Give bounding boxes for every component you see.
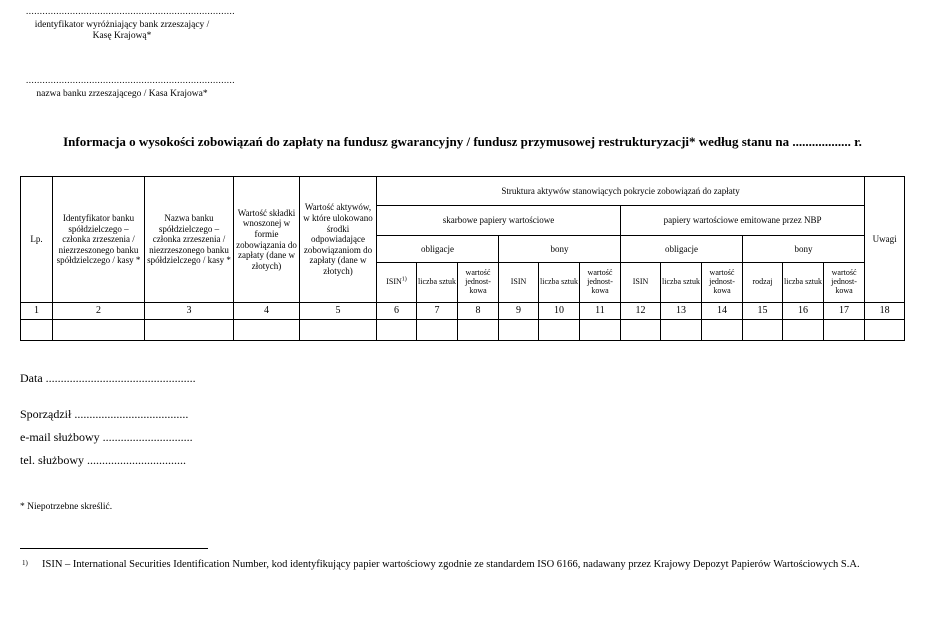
- subgroup-obligacje-skarbowe: obligacje: [377, 236, 499, 263]
- tel-field: [20, 453, 186, 468]
- col-number: 12: [621, 303, 661, 320]
- table-cell[interactable]: [234, 320, 300, 341]
- subgroup-bony-skarbowe: bony: [499, 236, 621, 263]
- col-number: 15: [743, 303, 783, 320]
- footnote-text: ISIN – International Securities Identification Number, kod identyfikujący papier wartościowy zgodnie ze standardem ISO 6166, nadawany przez Krajowy Depozyt Papierów Wartościowych S.A.: [42, 559, 860, 570]
- table-cell[interactable]: [145, 320, 234, 341]
- bank-name-caption: nazwa banku zrzeszającego / Kasa Krajowa*: [36, 89, 208, 99]
- col-wartosc-jednostkowa-8: wartość jednost-kowa: [458, 263, 499, 303]
- group-header-nbp: papiery wartościowe emitowane przez NBP: [621, 206, 865, 236]
- col-wartosc-jednostkowa-14: wartość jednost-kowa: [702, 263, 743, 303]
- tel-label: tel. służbowy: [20, 453, 84, 467]
- col-isin-9: ISIN: [499, 263, 539, 303]
- sporzadzil-field: [20, 407, 188, 422]
- col-rodzaj-15: rodzaj: [743, 263, 783, 303]
- sporzadzil-label: Sporządził: [20, 407, 72, 421]
- table-cell[interactable]: [300, 320, 377, 341]
- table-cell[interactable]: [458, 320, 499, 341]
- strike-out-note: * Niepotrzebne skreślić.: [20, 502, 113, 512]
- table-cell[interactable]: [743, 320, 783, 341]
- col-number: 14: [702, 303, 743, 320]
- col-number: 11: [580, 303, 621, 320]
- col-isin-12: ISIN: [621, 263, 661, 303]
- col-liczba-sztuk-16: liczba sztuk: [783, 263, 824, 303]
- col-liczba-sztuk-10: liczba sztuk: [539, 263, 580, 303]
- bank-id-dotted-line[interactable]: ............................................................................: [26, 6, 235, 16]
- col-header-wartosc-skladki: Wartość składki wnoszonej w formie zobowiązania do zapłaty (dane w złotych): [234, 177, 300, 303]
- table-cell[interactable]: [661, 320, 702, 341]
- table-cell[interactable]: [783, 320, 824, 341]
- col-number: 2: [53, 303, 145, 320]
- col-number: 8: [458, 303, 499, 320]
- table-cell[interactable]: [377, 320, 417, 341]
- col-number: 17: [824, 303, 865, 320]
- col-isin-6: [377, 263, 417, 303]
- col-wartosc-jednostkowa-11: wartość jednost-kowa: [580, 263, 621, 303]
- col-number: 16: [783, 303, 824, 320]
- col-number: 7: [417, 303, 458, 320]
- table-cell[interactable]: [824, 320, 865, 341]
- col-number: 5: [300, 303, 377, 320]
- table-cell[interactable]: [21, 320, 53, 341]
- email-label: e-mail służbowy: [20, 430, 100, 444]
- table-cell[interactable]: [539, 320, 580, 341]
- col-header-wartosc-aktywow: Wartość aktywów, w które ulokowano środki odpowiadające zobowiązaniom do zapłaty (dane w złotych): [300, 177, 377, 303]
- col-number: 3: [145, 303, 234, 320]
- data-field: [20, 371, 196, 386]
- isin-label: ISIN: [386, 277, 402, 287]
- col-number: 10: [539, 303, 580, 320]
- col-header-uwagi: Uwagi: [865, 177, 905, 303]
- tel-dotted-line[interactable]: .................................: [87, 453, 186, 467]
- data-dotted-line[interactable]: ..................................................: [45, 371, 196, 385]
- table-cell[interactable]: [702, 320, 743, 341]
- footnote-divider: [20, 548, 208, 549]
- table-row: [21, 320, 905, 341]
- col-number: 18: [865, 303, 905, 320]
- col-header-lp: Lp.: [21, 177, 53, 303]
- col-liczba-sztuk-7: liczba sztuk: [417, 263, 458, 303]
- col-number: 13: [661, 303, 702, 320]
- isin-footnote-ref: 1): [401, 276, 407, 283]
- col-number: 1: [21, 303, 53, 320]
- email-field: [20, 430, 193, 445]
- table-cell[interactable]: [865, 320, 905, 341]
- table-cell[interactable]: [499, 320, 539, 341]
- table-cell[interactable]: [621, 320, 661, 341]
- subgroup-obligacje-nbp: obligacje: [621, 236, 743, 263]
- table-cell[interactable]: [417, 320, 458, 341]
- col-liczba-sztuk-13: liczba sztuk: [661, 263, 702, 303]
- table-cell[interactable]: [53, 320, 145, 341]
- col-header-nazwa: Nazwa banku spółdzielczego – członka zrzeszenia / niezrzeszonego banku spółdzielczego / kasy *: [145, 177, 234, 303]
- col-header-identyfikator: Identyfikator banku spółdzielczego – członka zrzeszenia / niezrzeszonego banku spółdzielczego / kasy *: [53, 177, 145, 303]
- bank-name-dotted-line[interactable]: ............................................................................: [26, 75, 235, 85]
- col-number: 6: [377, 303, 417, 320]
- bank-id-caption-line1: identyfikator wyróżniający bank zrzeszający /: [34, 20, 210, 30]
- document-title: Informacja o wysokości zobowiązań do zapłaty na fundusz gwarancyjny / fundusz przymusowej restrukturyzacji* według stanu na .................. r.: [63, 134, 862, 149]
- subgroup-bony-nbp: bony: [743, 236, 865, 263]
- col-number: 4: [234, 303, 300, 320]
- bank-id-caption-line2: Kasę Krajową*: [92, 31, 152, 41]
- footnote-marker: 1): [22, 559, 28, 567]
- col-number: 9: [499, 303, 539, 320]
- email-dotted-line[interactable]: ..............................: [102, 430, 193, 444]
- col-header-struktura: Struktura aktywów stanowiących pokrycie zobowiązań do zapłaty: [377, 177, 865, 206]
- data-label: Data: [20, 371, 43, 385]
- col-wartosc-jednostkowa-17: wartość jednost-kowa: [824, 263, 865, 303]
- table-cell[interactable]: [580, 320, 621, 341]
- group-header-skarbowe: skarbowe papiery wartościowe: [377, 206, 621, 236]
- obligations-table: [20, 176, 905, 341]
- sporzadzil-dotted-line[interactable]: ......................................: [74, 407, 189, 421]
